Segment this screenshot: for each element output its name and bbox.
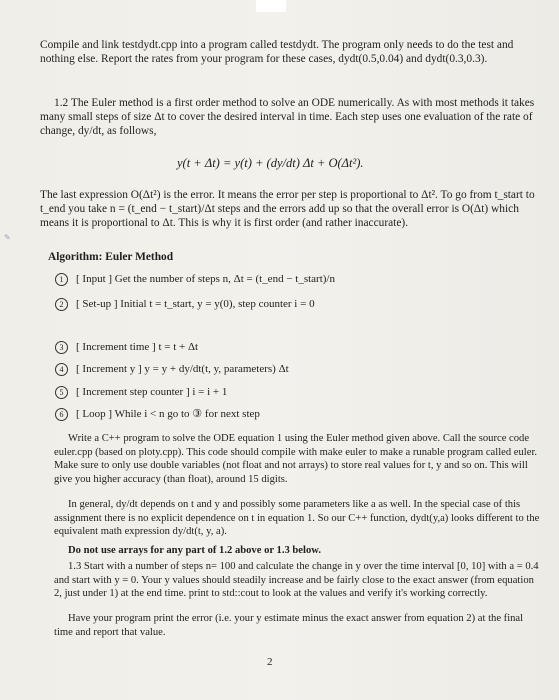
algorithm-step-4 — [55, 362, 289, 376]
step-text-4: [ Increment y ] y = y + dy/dt(t, y, parameters) Δt — [76, 363, 289, 375]
section-1-2-text: 1.2 The Euler method is a first order method to solve an ODE numerically. As with most methods it takes many small steps of size Δt to cover the desired interval in time. Each step uses one evaluation of the rate of change, dy/dt, as follows, — [40, 97, 535, 138]
cpp-paragraph — [54, 432, 540, 486]
page-number: 2 — [267, 656, 273, 668]
step-number-4: 4 — [55, 363, 68, 376]
step-number-3: 3 — [55, 341, 68, 354]
step-text-6: [ Loop ] While i < n go to ③ for next step — [76, 408, 260, 420]
euler-equation: y(t + Δt) = y(t) + (dy/dt) Δt + O(Δt²). — [177, 156, 364, 170]
error-report-paragraph — [54, 612, 540, 639]
step-number-6: 6 — [55, 408, 68, 421]
step-number-2: 2 — [55, 298, 68, 311]
section-1-3 — [54, 560, 540, 601]
cpp-text: Write a C++ program to solve the ODE equation 1 using the Euler method given above. Call the source code euler.cpp (based on ploty.cpp). This code should compile with make euler to make a runable program called euler. Make sure to only use double variables (not float and not arrays) to store real values for t, y and so on. This will give you higher accuracy (than float), around 15 digits. — [54, 433, 538, 485]
compile-paragraph — [40, 38, 540, 66]
step-text-3: [ Increment time ] t = t + Δt — [76, 341, 199, 353]
margin-mark: ✎ — [4, 233, 11, 242]
algorithm-step-1 — [55, 272, 335, 286]
algorithm-step-6 — [55, 407, 260, 421]
error-text: The last expression O(Δt²) is the error. It means the error per step is proportional to Δt². To go from t_start to t_end you take n = (t_end − t_start)/Δt steps and the errors add up so that the overall error is O(Δt) which means it is proportional to Δt. This is why it is first order (and rather inaccurate). — [40, 189, 535, 230]
compile-text: Compile and link testdydt.cpp into a program called testdydt. The program only needs to do the test and nothing else. Report the rates from your program for these cases, dydt(0.5,0.04) and dydt(0.3,0.3). — [40, 39, 514, 66]
general-paragraph — [54, 498, 540, 539]
step-text-1: [ Input ] Get the number of steps n, Δt = (t_end − t_start)/n — [76, 273, 335, 285]
step-number-5: 5 — [55, 386, 68, 399]
step-text-2: [ Set-up ] Initial t = t_start, y = y(0), step counter i = 0 — [76, 298, 315, 310]
section-1-2 — [40, 96, 538, 139]
section-1-3-text: 1.3 Start with a number of steps n= 100 and calculate the change in y over the time interval [0, 10] with a = 0.4 and start with y = 0. Your y values should steadily increase and be fairly close to the exact answer (from equation 2, just under 1) at the end time. print to std::cout to look at the values and verify it's working correctly. — [54, 561, 539, 600]
error-paragraph — [40, 188, 538, 231]
algorithm-step-2 — [55, 297, 315, 311]
algorithm-step-3 — [55, 340, 198, 354]
general-text: In general, dy/dt depends on t and y and possibly some parameters like a as well. In the special case of this assignment there is no explicit dependence on t in equation 1. So our C++ function, dydt(y,a) looks different to the equivalent math expression dy/dt(t, y, a). — [54, 499, 540, 538]
error-report-text: Have your program print the error (i.e. your y estimate minus the exact answer from equation 2) at the final time and report that value. — [54, 613, 524, 638]
no-arrays-note: Do not use arrays for any part of 1.2 above or 1.3 below. — [68, 545, 321, 556]
page-tab-marker — [256, 0, 286, 12]
algorithm-title: Algorithm: Euler Method — [48, 251, 174, 263]
step-text-5: [ Increment step counter ] i = i + 1 — [76, 386, 228, 398]
step-number-1: 1 — [55, 273, 68, 286]
algorithm-step-5 — [55, 385, 227, 399]
